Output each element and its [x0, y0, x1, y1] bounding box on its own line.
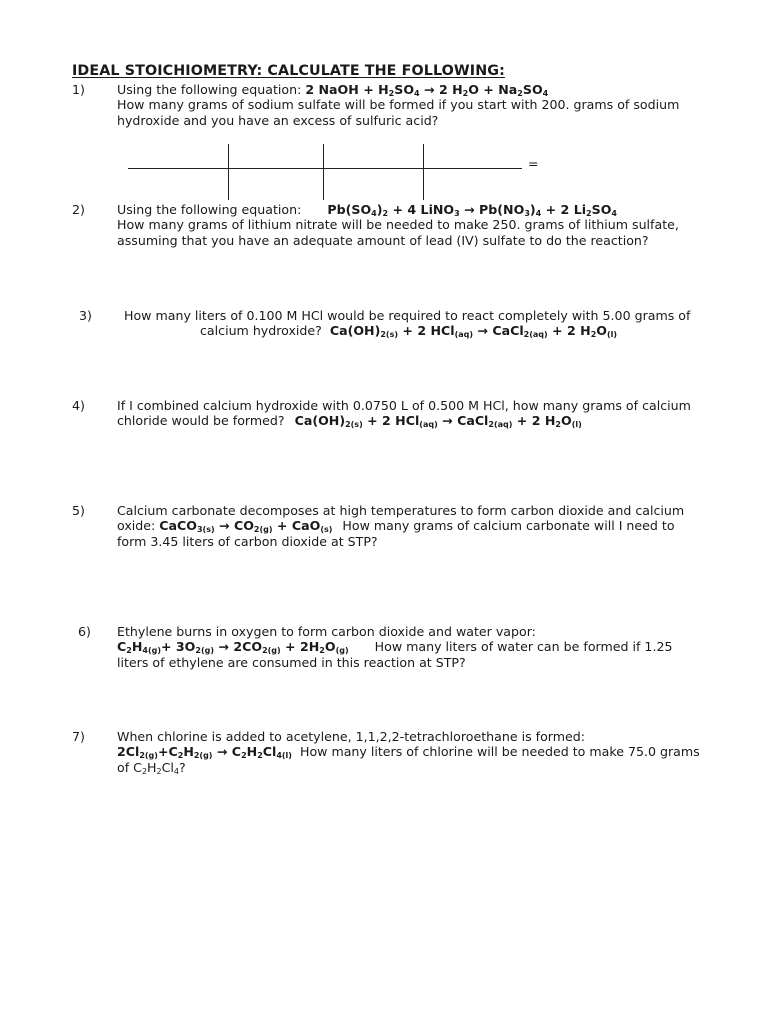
grid-horizontal-line: [128, 168, 522, 169]
question-text: chloride would be formed?: [117, 413, 285, 429]
question-number: 2): [72, 202, 85, 217]
question-text: form 3.45 liters of carbon dioxide at STP?: [117, 533, 378, 549]
question-text: of C: [117, 759, 142, 775]
grid-vertical-line: [323, 144, 324, 200]
chemical-equation: 2 NaOH + $H_2SO_4 \to 2$ $H_2O + Na_2SO_4$: [305, 82, 549, 98]
question-text: calcium hydroxide?: [200, 323, 322, 339]
grid-equals-sign: =: [528, 156, 539, 171]
question-text: How many liters of water can be formed if 1.25: [374, 639, 673, 655]
question-number: 7): [72, 729, 85, 744]
chemical-equation: $2Cl_{2(g)}+C_2H_{2(g)} \to C_2H_2Cl_{4(l)}$: [117, 744, 292, 761]
question-body: [117, 398, 717, 429]
chemical-equation: CaCO$_{3(s)}$ → $CO_{2(g)} + CaO_{(s)}$: [159, 518, 333, 535]
equation-intro: Using the following equation:: [117, 202, 302, 217]
question-number: 6): [78, 624, 91, 639]
grid-vertical-line: [228, 144, 229, 200]
question-number: 4): [72, 398, 85, 413]
grid-vertical-line: [423, 144, 424, 200]
question-text: If I combined calcium hydroxide with 0.0750 L of 0.500 M HCl, how many grams of calcium: [117, 398, 691, 413]
question-number: 5): [72, 503, 85, 518]
question-text: How many liters of 0.100 M HCl would be required to react completely with 5.00 grams of: [124, 308, 691, 323]
question-body: [117, 624, 717, 670]
question-number: 3): [79, 308, 92, 323]
question-text: How many liters of chlorine will be needed to make 75.0 grams: [299, 744, 700, 760]
question-text: oxide:: [117, 518, 156, 534]
equation-intro: Using the following equation:: [117, 82, 302, 97]
question-body: [124, 308, 724, 339]
question-body: When chlorine is added to acetylene, 1,1,2,2-tetrachloroethane is formed: $2Cl_{2(g)}+C_2H_{2(g)} \to C_2H_2Cl_{4(l)}$ How many liters of chlorine will be needed to make 75.0 grams of $C_2H_2Cl_4$?: [117, 729, 717, 775]
question-text: Calcium carbonate decomposes at high temperatures to form carbon dioxide and calcium: [117, 503, 685, 518]
question-body: [117, 202, 717, 248]
question-body: [117, 503, 717, 549]
question-text: When chlorine is added to acetylene, 1,1,2,2-tetrachloroethane is formed:: [117, 729, 585, 744]
question-body: [117, 82, 717, 128]
dimensional-analysis-grid: [128, 144, 548, 204]
chemical-equation: $Ca(OH)_{2(s)} + 2$ HCl$_{(aq)}$ → CaCl$_{2(aq)}$ + 2 $H_2O_{(l)}$: [294, 413, 582, 430]
chemical-equation: $Pb(SO_4)_2 + 4$ LiNO$_3$ → $Pb(NO_3)_4 + 2$ $Li_2SO_4$: [327, 202, 617, 218]
chemical-equation: $C_2H_{4(g)}+ 3O_{2(g)} \to 2CO_{2(g)} + 2H_2O_{(g)}$: [117, 639, 349, 656]
chemical-equation: $Ca(OH)_{2(s)} + 2$ HCl$_{(aq)}$ → CaCl$_{2(aq)}$ + 2 $H_2O_{(l)}$: [329, 323, 618, 340]
question-text: assuming that you have an adequate amount of lead (IV) sulfate to do the reaction?: [117, 232, 649, 248]
question-text: Ethylene burns in oxygen to form carbon dioxide and water vapor:: [117, 624, 536, 639]
question-text: How many grams of calcium carbonate will I need to: [342, 518, 675, 534]
question-text: How many grams of sodium sulfate will be formed if you start with 200. grams of sodium: [117, 97, 680, 113]
question-text: liters of ethylene are consumed in this reaction at STP?: [117, 654, 466, 670]
worksheet-title: IDEAL STOICHIOMETRY: CALCULATE THE FOLLOWING:: [72, 63, 505, 79]
question-text: hydroxide and you have an excess of sulfuric acid?: [117, 112, 439, 128]
question-text: How many grams of lithium nitrate will be needed to make 250. grams of lithium sulfate,: [117, 217, 679, 233]
question-number: 1): [72, 82, 85, 97]
